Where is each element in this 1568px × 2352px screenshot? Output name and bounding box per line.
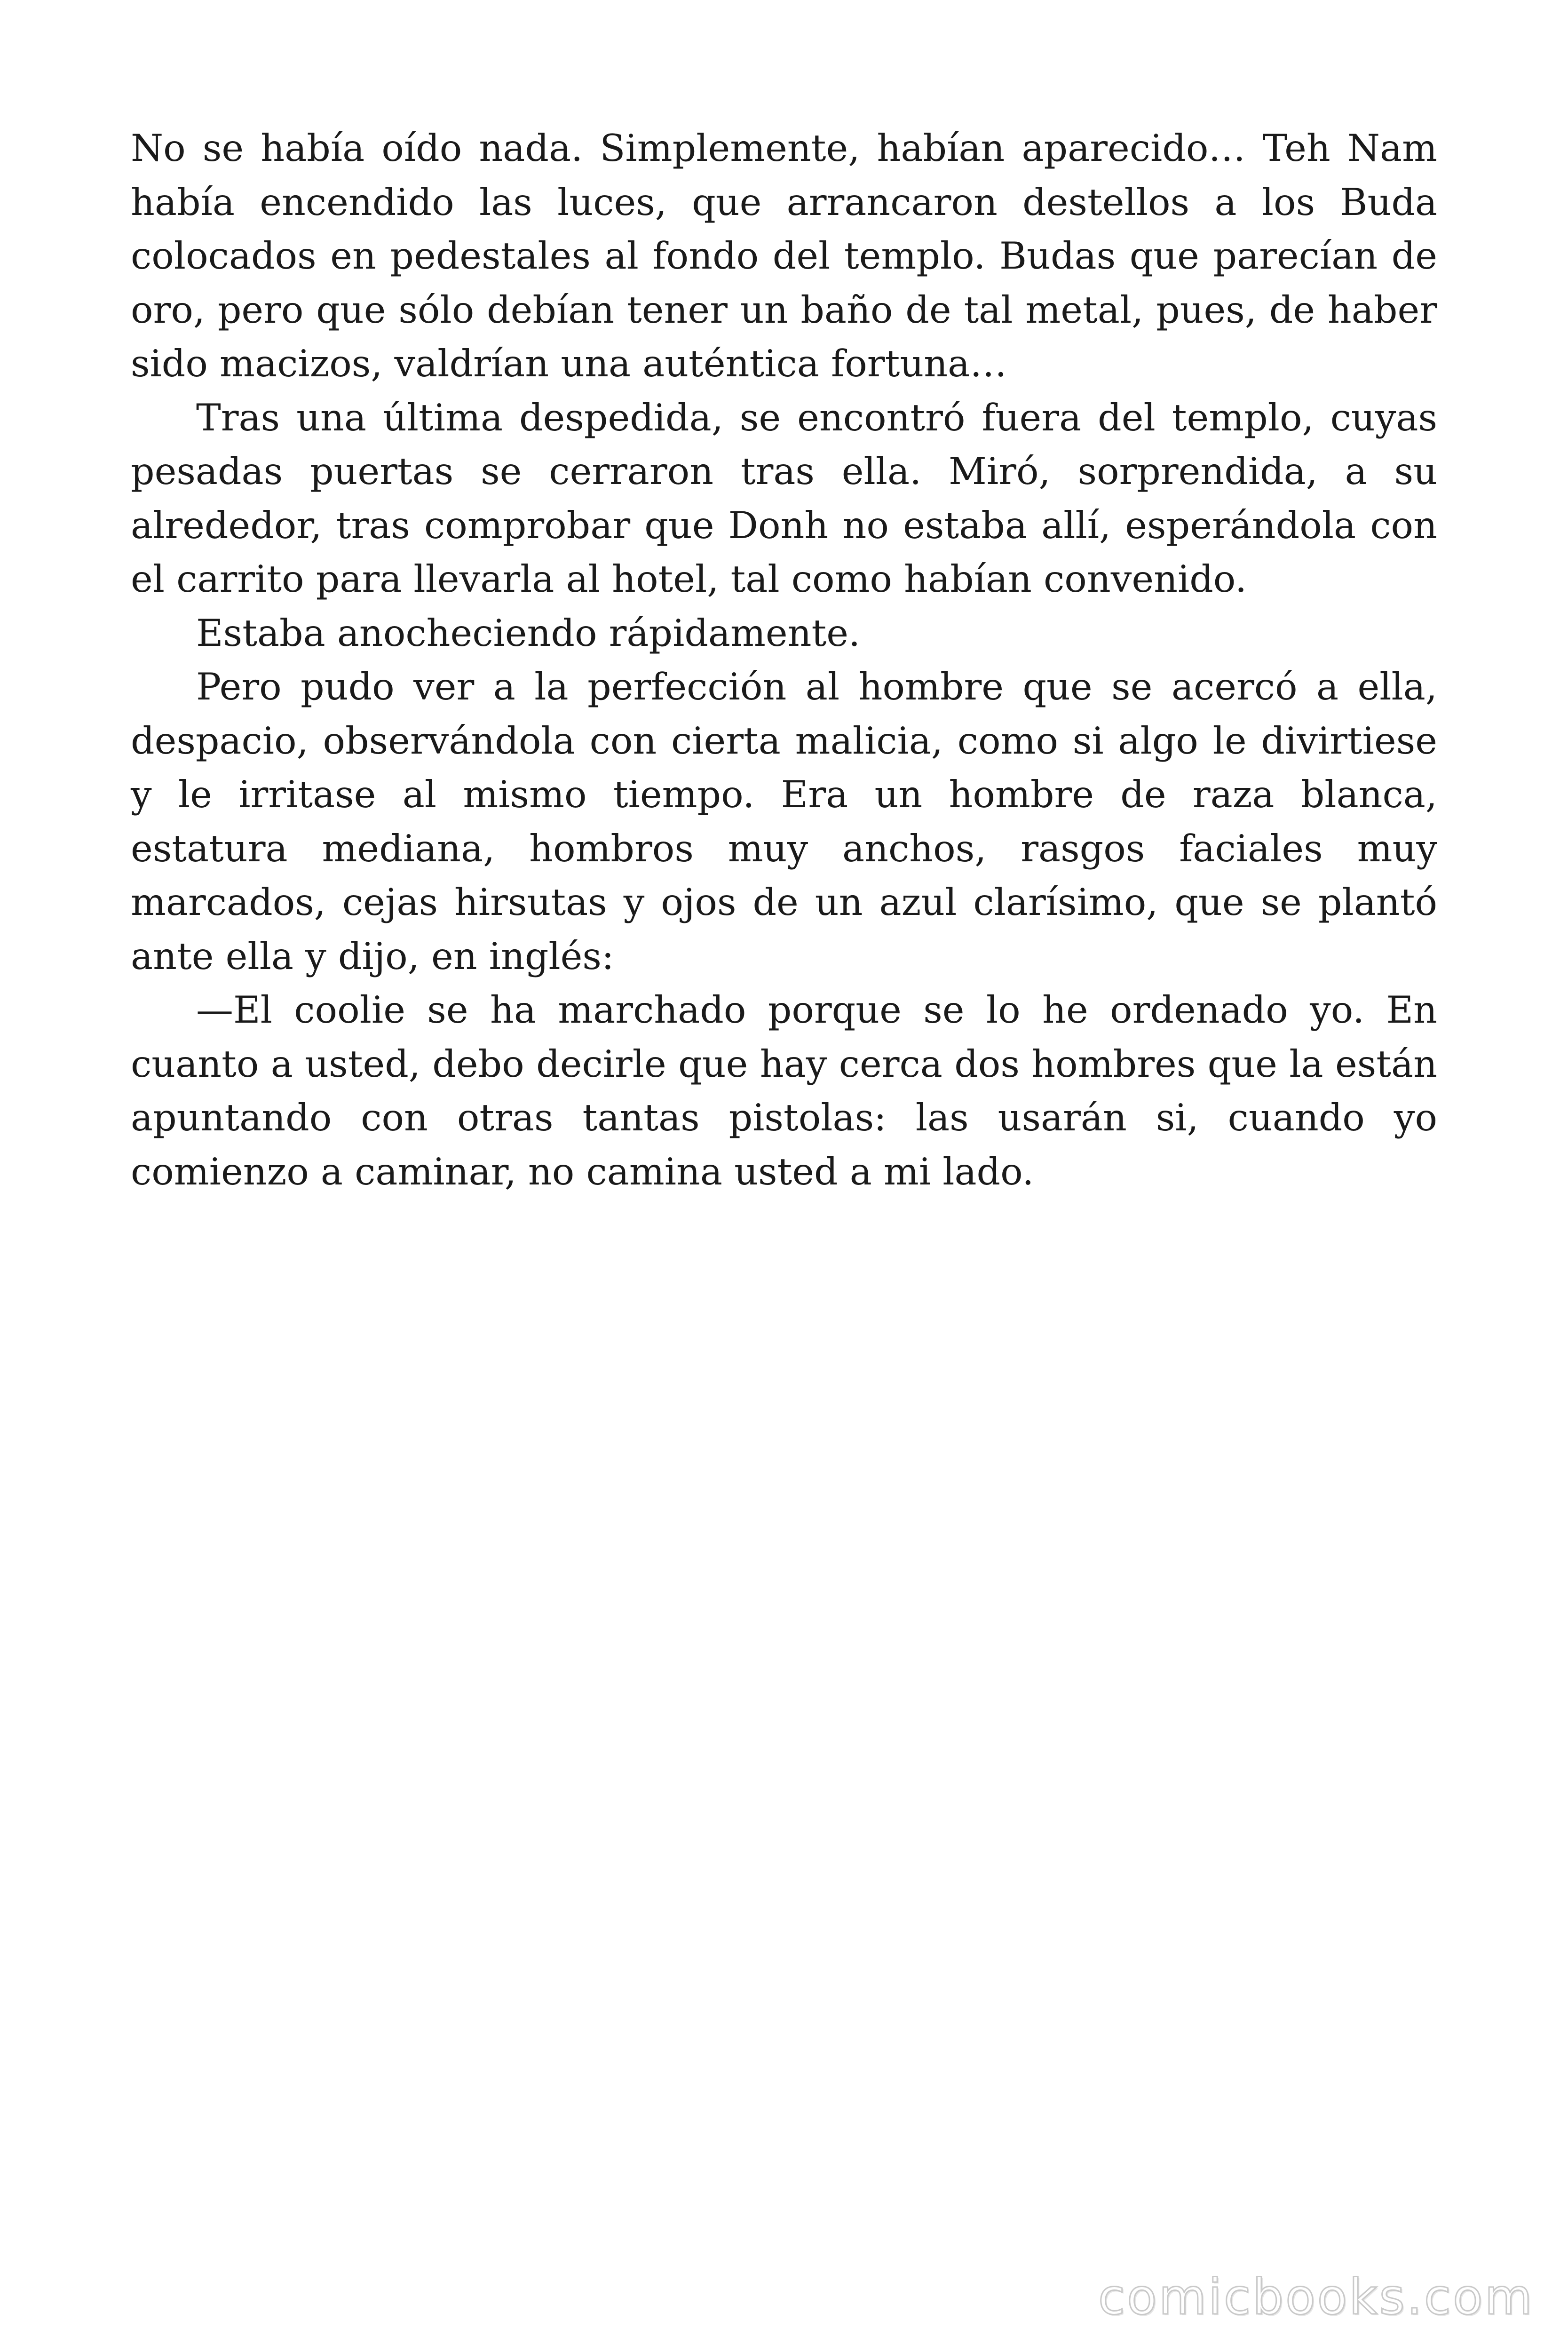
paragraph-1: No se había oído nada. Simplemente, habían aparecido… Teh Nam había encendido las luces, que arrancaron destellos a los Buda colocados en pedestales al fondo del templo. Budas que parecían de oro, pero que sólo debían tener un baño de tal metal, pues, de haber sido macizos, valdrían una auténtica fortuna…	[131, 127, 1437, 385]
paragraph-3: Estaba anocheciendo rápidamente.	[196, 611, 861, 655]
paragraph-5: —El coolie se ha marchado porque se lo he ordenado yo. En cuanto a usted, debo decirle que hay cerca dos hombres que la están apuntando con otras tantas pistolas: las usarán si, cuando yo comienzo a caminar, no camina usted a mi lado.	[131, 988, 1437, 1193]
watermark: comicbooks.com	[1098, 2268, 1534, 2326]
paragraph-2: Tras una última despedida, se encontró fuera del templo, cuyas pesadas puertas se cerraron tras ella. Miró, sorprendida, a su alrededor, tras comprobar que Donh no estaba allí, esperándola con el carrito para llevarla al hotel, tal como habían convenido.	[131, 396, 1437, 601]
paragraph-4: Pero pudo ver a la perfección al hombre que se acercó a ella, despacio, observándola con cierta malicia, como si algo le divirtiese y le irritase al mismo tiempo. Era un hombre de raza blanca, estatura mediana, hombros muy anchos, rasgos faciales muy marcados, cejas hirsutas y ojos de un azul clarísimo, que se plantó ante ella y dijo, en inglés:	[131, 665, 1437, 978]
body-text	[131, 121, 1437, 1199]
